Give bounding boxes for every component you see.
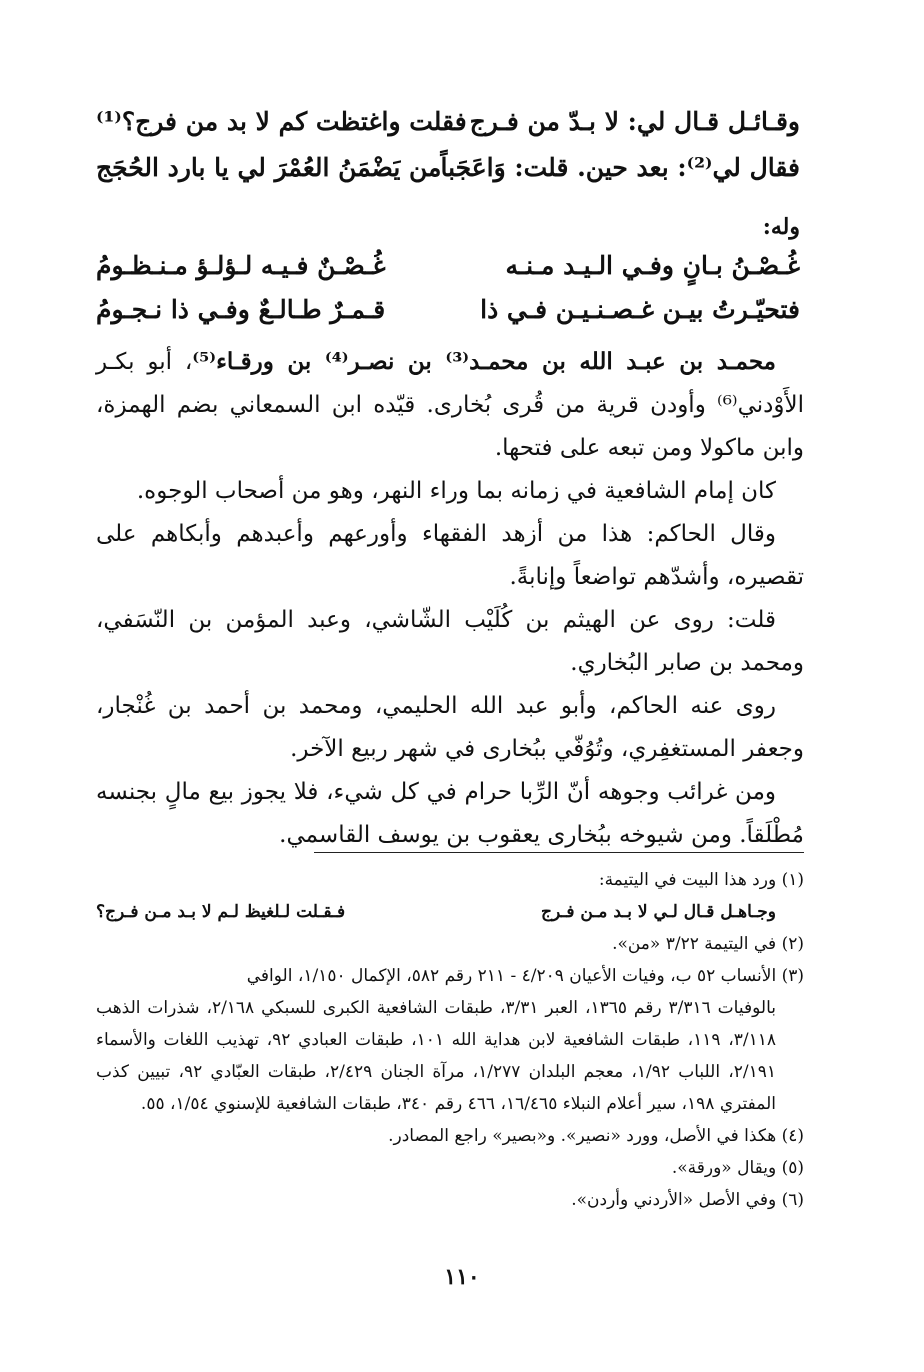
hemistich-second: قـمـرٌ طـالـعٌ وفـي ذا نـجـومُ (96, 295, 386, 324)
entry-paragraph: قلت: روى عن الهيثم بن كُلَيْب الشّاشي، وعبد المؤمن بن النّسَفي، ومحمد بن صابر البُخاري. (96, 607, 804, 676)
poem-verse-2 (96, 146, 800, 190)
biography-entry (96, 340, 804, 857)
hemistich-first: فقال لي⁽²⁾: بعد حين. قلت: وَاعَجَباً (440, 153, 800, 182)
footnote-1: (١) ورد هذا البيت في اليتيمة: (598, 870, 804, 890)
hemistich-first: وقـائـل قـال لي: لا بـدّ من فـرج (469, 107, 800, 136)
entry-paragraph: وقال الحاكم: هذا من أزهد الفقهاء وأورعهم وأعبدهم وأبكاهم على تقصيره، وأشدّهم تواضعاً وإنابةً. (96, 521, 804, 590)
footnote-4: (٤) هكذا في الأصل، وورد «نصير». و«بصير» راجع المصادر. (388, 1126, 804, 1146)
entry-heading-paragraph (96, 340, 804, 470)
poem2-verse-2 (96, 288, 800, 332)
footnote-1-verse (96, 896, 804, 928)
hemistich-second: فـقـلت لـلغيظ لـم لا بـد مـن فـرج؟ (96, 902, 346, 922)
entry-name: محمـد بن عبـد الله بن محمـد⁽³⁾ بن نصـر⁽⁴⁾ بن ورقـاء⁽⁵⁾ (192, 348, 776, 375)
poem-intro-label: وله: (762, 214, 800, 240)
footnote-3-continuation: بالوفيات ٣/٣١٦ رقم ١٣٦٥، العبر ٣/٣١، طبقات الشافعية الكبرى للسبكي ٢/١٦٨، شذرات الذهب ٣/١١٨، ١١٩، طبقات الشافعية لابن هداية الله ١٠١، طبقات العبادي ٩٢، تهذيب اللغات والأسماء ٢/١٩١، اللباب ١/٩٢، معجم البلدان ١/٢٧٧، مرآة الجنان ٢/٤٢٩، طبقات العبّادي ٩٢، تبيين كذب المفتري ١٩٨، سير أعلام النبلاء ١٦/٤٦٥، ٤٦٦ رقم ٣٤٠، طبقات الشافعية للإسنوي ١/٥٤، ٥٥. (96, 998, 777, 1114)
footnote-5: (٥) ويقال «ورقة». (671, 1158, 804, 1178)
entry-paragraph: روى عنه الحاكم، وأبو عبد الله الحليمي، ومحمد بن أحمد بن غُنْجار، وجعفر المستغفِري، وتُوُفّي ببُخارى في شهر ربيع الآخر. (96, 693, 804, 762)
poem2-verse-1 (96, 244, 800, 288)
hemistich-second: من يَضْمَنُ العُمْرَ لي يا بارد الحُجَج (96, 153, 442, 182)
hemistich-first: غُـصْـنُ بـانٍ وفـي الـيـد مـنـه (505, 251, 800, 280)
entry-paragraph: ومن غرائب وجوهه أنّ الرِّبا حرام في كل شيء، فلا يجوز بيع مالٍ بجنسه مُطْلَقاً. ومن شيوخه ببُخارى يعقوب بن يوسف القاسمي. (96, 779, 804, 848)
footnote-divider (314, 852, 804, 853)
entry-intro-text: ، أبو بكـر الأَوْدني⁽⁶⁾ وأودن قرية من قُرى بُخارى. قيّده ابن السمعاني بضم الهمزة، وابن ماكولا ومن تبعه على فتحها. (96, 349, 804, 461)
footnote-6: (٦) وفي الأصل «الأردني وأردن». (571, 1190, 804, 1210)
poem-verse-1 (96, 100, 800, 144)
page-number: ١١٠ (444, 1264, 480, 1290)
hemistich-first: فتحيّـرتُ بيـن غـصـنـيـن فـي ذا (480, 295, 800, 324)
footnotes (96, 864, 804, 1216)
footnote-3: (٣) الأنساب ٥٢ ب، وفيات الأعيان ٤/٢٠٩ - ٢١١ رقم ٥٨٢، الإكمال ١/١٥٠، الوافي (246, 966, 804, 986)
footnote-2: (٢) في اليتيمة ٣/٢٢ «من». (612, 934, 804, 954)
hemistich-second: فقلت واغتظت كم لا بد من فرج؟⁽¹⁾ (96, 107, 467, 136)
entry-paragraph: كان إمام الشافعية في زمانه بما وراء النهر، وهو من أصحاب الوجوه. (136, 478, 776, 504)
hemistich-first: وجـاهـل قـال لـي لا بـد مـن فـرج (541, 902, 776, 922)
hemistich-second: غُـصْـنٌ فـيـه لـؤلـؤ مـنـظـومُ (96, 251, 386, 280)
